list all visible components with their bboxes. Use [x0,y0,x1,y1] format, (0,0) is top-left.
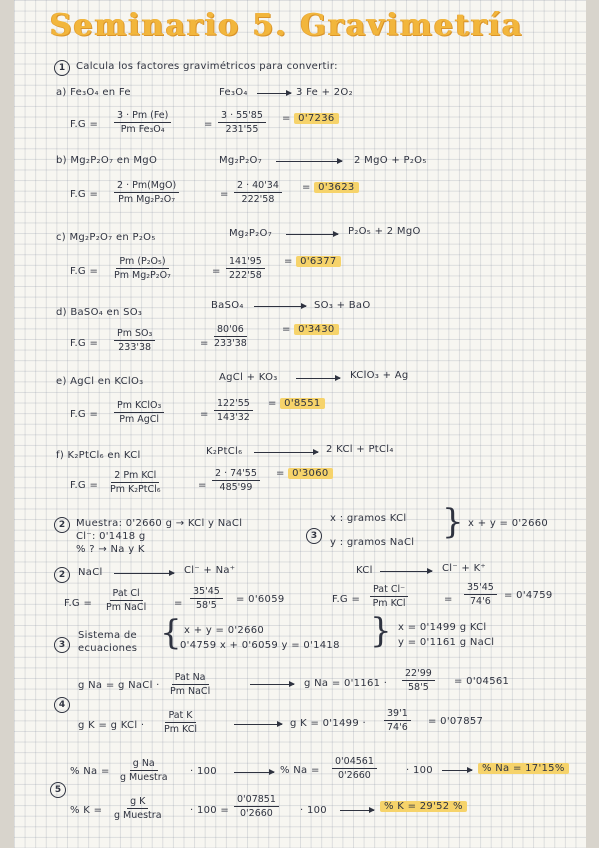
fraction-denominator: Pm NaCl [170,686,211,697]
q2-question-line: % ? → Na y K [76,544,145,555]
fraction-numerator: 2 · Pm(MgO) [114,180,179,193]
item-c-symbolic-fraction [114,256,171,281]
fg-k-numeric-fraction [464,582,497,607]
item-f-result: 0'3060 [288,468,332,479]
item-b-reaction-right: 2 MgO + P₂O₅ [354,155,427,166]
k-percent-result: % K = 29'52 % [380,801,467,812]
item-c-reaction-left: Mg₂P₂O₇ [229,228,273,239]
k-percent-times-2: · 100 [300,805,327,816]
item-f-reaction-right: 2 KCl + PtCl₄ [326,444,394,455]
page-title: Seminario 5. Gravimetría [50,8,524,43]
fraction-denominator: 222'58 [229,270,262,281]
fg-k-symbolic-fraction [370,584,408,609]
fg-k-label: F.G = [332,594,361,605]
item-f-fg-label: F.G = [70,480,99,491]
item-e-fg-label: F.G = [70,409,99,420]
fraction-denominator: Pm Mg₂P₂O₇ [118,194,176,205]
kcl-arrow [380,571,432,572]
item-a-fg-label: F.G = [70,119,99,130]
item-b-result: 0'3623 [314,182,358,193]
item-d-symbolic-fraction [114,328,155,353]
fraction-denominator: 143'32 [217,412,250,423]
fraction-denominator: g Muestra [120,772,168,783]
na-percent-symbolic-fraction [120,758,168,783]
k-percent-numeric-fraction [234,794,279,819]
fraction-numerator: 80'06 [214,324,247,337]
system-equation-2: 0'4759 x + 0'6059 y = 0'1418 [180,640,340,651]
na-percent-lhs: % Na = [70,766,110,777]
item-f-label: f) K₂PtCl₆ en KCl [56,450,141,461]
fraction-numerator: 3 · Pm (Fe) [114,110,171,123]
na-mass-substitution: g Na = 0'1161 · [304,678,388,689]
item-c-label: c) Mg₂P₂O₇ en P₂O₅ [56,232,156,243]
fraction-numerator: Pat Cl [110,588,143,601]
solution-y: y = 0'1161 g NaCl [398,637,495,648]
item-e-reaction-left: AgCl + KO₃ [219,372,278,383]
fraction-numerator: Pat Cl⁻ [370,584,408,597]
fraction-denominator: 231'55 [225,124,259,135]
item-f-reaction-left: K₂PtCl₆ [206,446,243,457]
nacl-reaction-right: Cl⁻ + Na⁺ [184,565,236,576]
k-percent-symbolic-fraction [114,796,162,821]
na-mass-result: = 0'04561 [454,676,510,687]
item-a-reaction-left: Fe₃O₄ [219,87,248,98]
kcl-reaction-right: Cl⁻ + K⁺ [442,563,487,574]
fraction-denominator: 58'5 [196,600,217,611]
fraction-numerator: 2 · 74'55 [212,468,260,481]
na-mass-symbolic-fraction [170,672,210,697]
k-percent-arrow [340,810,374,811]
step-3-number: 3 [54,637,70,653]
na-percent-arrow-2 [442,770,472,771]
fraction-numerator: 35'45 [190,586,223,599]
fraction-numerator: Pm KClO₃ [114,400,164,413]
fg-na-result: 0'6059 [248,594,285,605]
na-percent-numeric-fraction [332,756,377,781]
k-mass-result: = 0'07857 [428,716,484,727]
k-mass-substitution: g K = 0'1499 · [290,718,366,729]
step-2-number: 2 [54,567,70,583]
fg-na-label: F.G = [64,598,93,609]
fraction-denominator: 58'5 [408,682,429,693]
fraction-denominator: Pm Mg₂P₂O₇ [114,270,171,281]
item-a-reaction-right: 3 Fe + 2O₂ [296,87,353,98]
k-mass-symbolic-fraction [164,710,197,735]
item-a-label: a) Fe₃O₄ en Fe [56,87,131,98]
fraction-denominator: 233'38 [118,342,152,353]
fraction-numerator: 141'95 [226,256,265,269]
fraction-denominator: 222'58 [241,194,275,205]
item-c-arrow [286,234,338,235]
fraction-numerator: 3 · 55'85 [218,110,266,123]
item-e-reaction-right: KClO₃ + Ag [350,370,409,381]
fg-na-symbolic-fraction [106,588,146,613]
left-brace: { [160,613,182,653]
fraction-numerator: Pat K [165,710,195,723]
nacl-arrow [114,573,174,574]
k-mass-arrow [234,724,282,725]
item-f-symbolic-fraction [110,470,161,495]
k-percent-lhs: % K = [70,805,103,816]
system-label-line-1: Sistema de [78,630,137,641]
item-a-numeric-fraction [218,110,266,135]
notebook-page: Seminario 5. Gravimetría 1 Calcula los factores gravimétricos para convertir: a) Fe₃O₄ en Fe Fe₃O₄ 3 Fe + 2O₂ F.G = $\frac{3 \cdot Pm (Fe)}{\text{Pm Fe₃O₄}}$ = $\frac{3 \cdot 55'85}{231'55}$ = 0'7236 b) Mg₂P₂O₇ en MgO Mg₂P₂O₇ 2 MgO + P₂O₅ F.G = 2 · Pm(MgO) Pm Mg₂P₂O₇ = $\frac{2 \cdot 40'34}{222'58}$ = 0'3623 c) Mg₂P₂O₇ en P₂O₅ Mg₂P₂O₇ P₂O₅ + 2 MgO F.G = $\frac{\text{Pm (P₂O₅)}}{\text{Pm Mg₂P₂O₇}}$ = $\frac{141'95}{222'58}$ = 0'6377 d) BaSO₄ en SO₃ BaSO₄ SO₃ + BaO F.G = $\frac{\text{Pm SO₃}}{233'38}$ = $\frac{80'06}{233'38}$ = 0'3430 e) AgCl en KClO₃ AgCl + KO₃ KClO₃ + Ag F.G = Pm KClO₃ Pm AgCl = $\frac{122'55}{143'32}$ = 0'8551 f) K₂PtCl₆ en KCl K₂PtCl₆ 2 KCl + PtCl₄ F.G = 2 Pm KCl Pm K₂PtCl₆ = $\frac{2 \cdot 74'55}{485'99}$ = 0'3060 2 Muestra: 0'2660 g → KCl y NaCl Cl⁻: 0'1418 g % ? → Na y K 3 x : gramos KCl y : gramos NaCl } x + y = 0'2660 2 NaCl Cl⁻ + Na⁺ KCl Cl⁻ + K⁺ F.G = Pat Cl Pm NaCl = $\frac{35'45}{58'5}$ = 0'6059 F.G = Pat Cl⁻ Pm KCl = $\frac{35'45}{74'6}$ = 0'4759 3 Sistema de ecuaciones { x + y = 0'2660 0'4759 x + 0'6059 y = 0'1418 } x = 0'1499 g KCl y = 0'1161 g NaCl 4 g Na = g NaCl · Pat Na Pm NaCl g Na = 0'1161 · $\frac{22'99}{58'5}$ = 0'04561 g K = g KCl · Pat K Pm KCl g K = 0'1499 · $\frac{39'1}{74'6}$ = 0'07857 5 % Na = g Na g Muestra · 100 % Na = $\frac{0'04561}{0'2660}$ · 100 % Na = 17'15% % K = g K g Muestra · 100 = $\frac{0'07851}{0'2660}$ · 100 % K = 29'52 % [14,0,586,848]
q2-sample-line: Muestra: 0'2660 g → KCl y NaCl [76,518,243,529]
na-mass-arrow [250,684,294,685]
fraction-denominator: Pm K₂PtCl₆ [110,484,161,495]
fraction-numerator: Pm SO₃ [114,328,155,341]
step-5-number: 5 [50,782,66,798]
fraction-denominator: 0'2660 [338,770,371,781]
na-percent-result: % Na = 17'15% [478,763,569,774]
kcl-reaction-left: KCl [356,565,373,576]
item-b-arrow [276,161,342,162]
q2-sum-equation: x + y = 0'2660 [468,518,549,529]
fraction-denominator: Pm NaCl [106,602,147,613]
q2-chloride-line: Cl⁻: 0'1418 g [76,531,146,542]
nacl-reaction-left: NaCl [78,567,103,578]
item-a-result: 0'7236 [294,113,338,124]
na-percent-times: · 100 [190,766,217,777]
q2-step-3-number: 3 [306,528,322,544]
fraction-numerator: 0'04561 [332,756,377,769]
item-a-arrow [257,93,291,94]
na-percent-arrow [234,772,274,773]
item-d-reaction-left: BaSO₄ [211,300,244,311]
fraction-denominator: g Muestra [114,810,162,821]
fraction-denominator: Pm AgCl [119,414,160,425]
item-b-reaction-left: Mg₂P₂O₇ [219,155,263,166]
item-c-reaction-right: P₂O₅ + 2 MgO [348,226,421,237]
fraction-numerator: 22'99 [402,668,435,681]
item-e-symbolic-fraction [114,400,164,425]
q2-x-definition: x : gramos KCl [330,513,407,524]
na-mass-numeric-fraction [402,668,435,693]
na-mass-expression: g Na = g NaCl · [78,680,160,691]
fraction-numerator: 39'1 [384,708,411,721]
fraction-denominator: 233'38 [214,338,247,349]
item-c-numeric-fraction [226,256,265,281]
fraction-denominator: 74'6 [387,722,408,733]
k-mass-numeric-fraction [384,708,411,733]
fraction-numerator: Pm (P₂O₅) [116,256,168,269]
solution-x: x = 0'1499 g KCl [398,622,487,633]
item-b-fg-label: F.G = [70,189,99,200]
fg-k-result: 0'4759 [516,590,553,601]
item-c-fg-label: F.G = [70,266,99,277]
fraction-numerator: 122'55 [214,398,253,411]
fraction-denominator: Pm KCl [372,598,406,609]
step-4-number: 4 [54,697,70,713]
item-e-numeric-fraction [214,398,253,423]
fraction-numerator: 2 · 40'34 [234,180,282,193]
k-mass-expression: g K = g KCl · [78,720,145,731]
item-b-numeric-fraction [234,180,282,205]
fraction-denominator: Pm KCl [164,724,197,735]
item-f-numeric-fraction [212,468,260,493]
item-f-arrow [254,452,318,453]
fraction-numerator: g K [127,796,148,809]
fraction-numerator: 2 Pm KCl [111,470,159,483]
system-equation-1: x + y = 0'2660 [184,625,265,636]
na-percent-times-2: · 100 [406,765,433,776]
item-d-arrow [254,306,306,307]
fraction-denominator: 74'6 [470,596,491,607]
item-d-reaction-right: SO₃ + BaO [314,300,371,311]
item-d-result: 0'3430 [294,324,338,335]
fraction-numerator: Pat Na [172,672,209,685]
question-1-statement: Calcula los factores gravimétricos para convertir: [76,61,338,72]
fg-na-numeric-fraction [190,586,223,611]
item-e-result: 0'8551 [280,398,324,409]
item-e-label: e) AgCl en KClO₃ [56,376,144,387]
fraction-denominator: 0'2660 [240,808,273,819]
na-percent-mid: % Na = [280,765,320,776]
right-brace: } [370,611,392,651]
item-d-numeric-fraction [214,324,247,349]
item-c-result: 0'6377 [296,256,340,267]
item-b-symbolic-fraction [114,180,179,205]
item-b-label: b) Mg₂P₂O₇ en MgO [56,155,158,166]
fraction-denominator: Pm Fe₃O₄ [120,124,165,135]
question-2-number: 2 [54,517,70,533]
system-label-line-2: ecuaciones [78,643,138,654]
question-1-number: 1 [54,60,70,76]
fraction-numerator: 0'07851 [234,794,279,807]
item-a-symbolic-fraction [114,110,171,135]
right-brace: } [442,502,464,542]
item-d-label: d) BaSO₄ en SO₃ [56,307,143,318]
k-percent-times: · 100 = [190,805,230,816]
q2-y-definition: y : gramos NaCl [330,537,415,548]
fraction-numerator: 35'45 [464,582,497,595]
item-e-arrow [296,378,340,379]
item-d-fg-label: F.G = [70,338,99,349]
fraction-denominator: 485'99 [219,482,253,493]
fraction-numerator: g Na [130,758,158,771]
